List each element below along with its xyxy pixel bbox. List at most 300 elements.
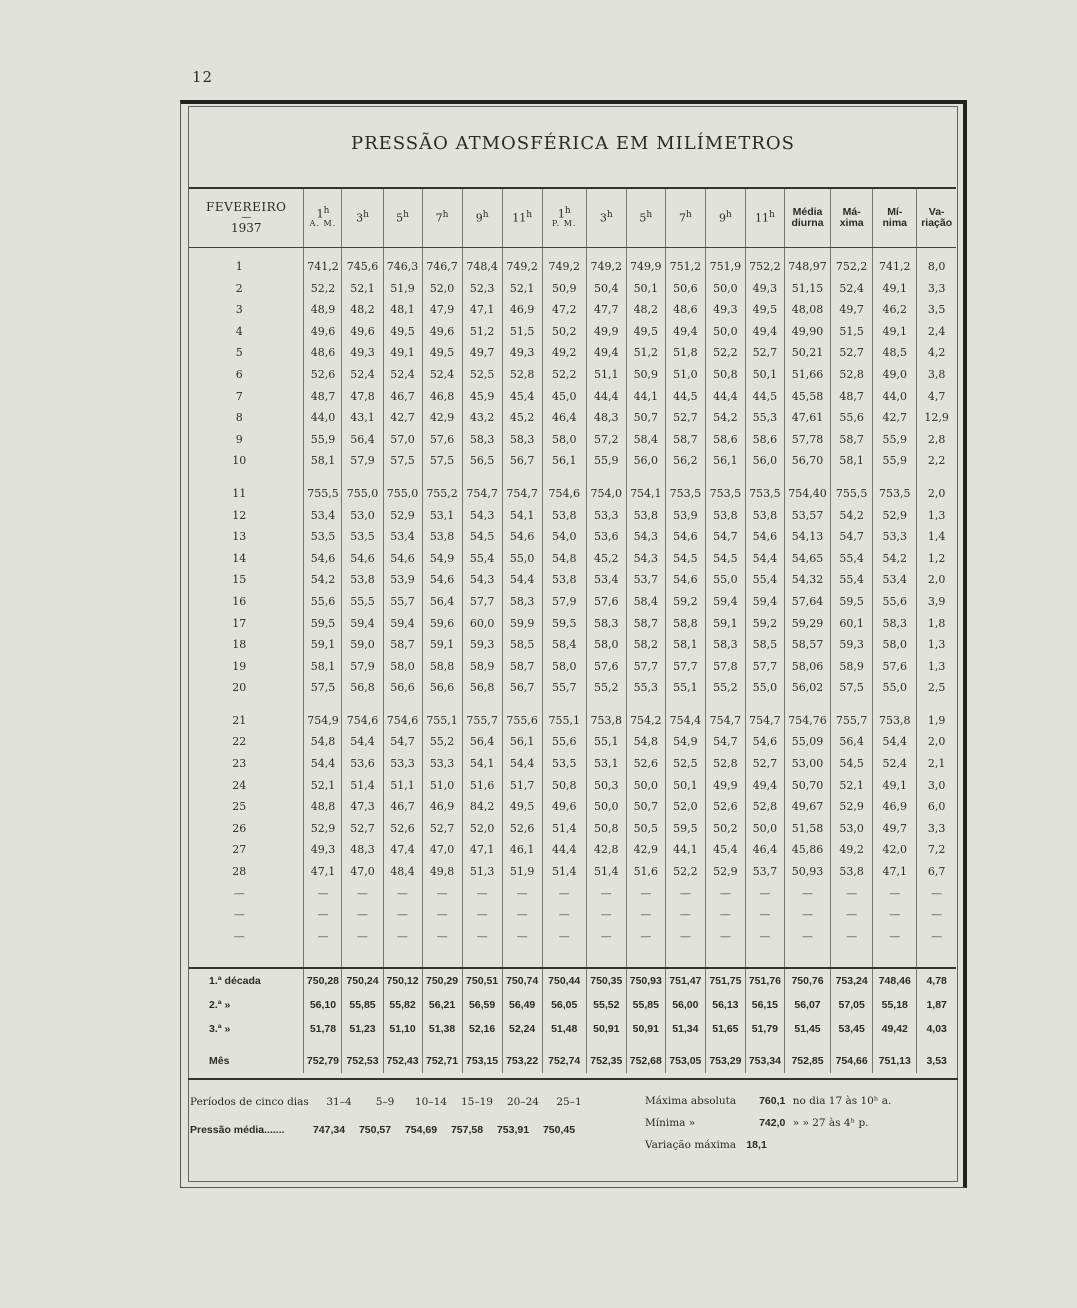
value-cell: 49,3 [304,839,342,861]
spacer-cell [189,1041,304,1049]
value-cell: 754,6 [542,483,586,505]
spacer-cell [917,472,956,483]
value-cell: 750,51 [462,968,502,993]
value-cell: 50,70 [784,775,830,797]
value-cell: 752,85 [784,1049,830,1073]
pressure-value: 754,69 [404,1124,438,1136]
value-cell: 58,5 [745,634,784,656]
value-cell: 753,15 [462,1049,502,1073]
value-cell: 57,7 [462,591,502,613]
day-row [189,342,956,364]
spacer-cell [422,947,462,968]
value-cell: 51,9 [383,278,422,300]
value-cell: 752,2 [745,256,784,278]
value-cell: 754,0 [586,483,626,505]
row-label-cell: 5 [235,346,243,360]
spacer-cell [784,699,830,710]
value-cell: 51,48 [542,1017,586,1041]
row-label-cell: — [233,929,245,943]
spacer-cell [705,947,745,968]
value-cell: — [917,904,956,926]
day-row [189,450,956,472]
value-cell: 58,57 [784,634,830,656]
value-cell: 55,09 [784,731,830,753]
value-cell: 57,6 [586,591,626,613]
value-cell: 52,9 [705,861,745,883]
value-cell: 52,6 [626,753,665,775]
value-cell: 44,0 [873,386,917,408]
value-cell: 55,9 [873,429,917,451]
value-cell: 59,3 [831,634,873,656]
value-cell: 49,7 [873,818,917,840]
value-cell: 55,0 [705,569,745,591]
value-cell: 55,0 [873,677,917,699]
value-cell: 52,2 [665,861,705,883]
value-cell: 54,2 [873,548,917,570]
value-cell: 52,8 [745,796,784,818]
value-cell: 753,05 [665,1049,705,1073]
value-cell: 51,5 [502,321,542,343]
spacer-cell [502,248,542,257]
value-cell: 50,1 [626,278,665,300]
value-cell: 59,2 [665,591,705,613]
value-cell: 754,9 [304,710,342,732]
spacer-cell [626,1041,665,1049]
value-cell: 48,9 [304,299,342,321]
value-cell: 52,1 [502,278,542,300]
row-label-cell: 10 [232,454,247,468]
value-cell: — [342,904,383,926]
value-cell: 755,6 [502,710,542,732]
value-cell: 51,78 [304,1017,342,1041]
value-cell: 55,9 [304,429,342,451]
value-cell: 58,1 [304,656,342,678]
value-cell: 54,4 [502,569,542,591]
value-cell: 44,4 [705,386,745,408]
hour-value: 11$^h$ [512,210,533,226]
am-label: A. M. [309,219,337,229]
value-cell: 3,8 [917,364,956,386]
value-cell: 51,2 [462,321,502,343]
value-cell: 46,7 [383,386,422,408]
spacer-cell [705,248,745,257]
value-cell: 48,5 [873,342,917,364]
value-cell: 44,5 [665,386,705,408]
value-cell: 55,5 [342,591,383,613]
value-cell: 6,7 [917,861,956,883]
value-cell: 56,4 [342,429,383,451]
value-cell: 3,3 [917,278,956,300]
period-value: 31–4 [326,1096,352,1108]
minima-line-1: Mí- [887,205,903,218]
value-cell: 49,3 [745,278,784,300]
value-cell: 4,03 [917,1017,956,1041]
value-cell: 58,3 [873,613,917,635]
value-cell: — [542,926,586,948]
value-cell: 50,2 [705,818,745,840]
value-cell: 752,79 [304,1049,342,1073]
value-cell: 46,1 [502,839,542,861]
value-cell: 49,3 [502,342,542,364]
value-cell: 51,15 [784,278,830,300]
value-cell: 6,0 [917,796,956,818]
value-cell: 49,6 [542,796,586,818]
value-cell: 51,45 [784,1017,830,1041]
value-cell: 49,7 [462,342,502,364]
value-cell: 53,8 [422,526,462,548]
row-label-cell: — [233,908,245,922]
value-cell: — [665,904,705,926]
value-cell: 57,5 [383,450,422,472]
value-cell: 45,0 [542,386,586,408]
row-label-cell: 4 [235,324,243,338]
value-cell: 57,5 [422,450,462,472]
value-cell: 53,5 [304,526,342,548]
value-cell: 54,7 [705,526,745,548]
hour-header [542,188,586,248]
value-cell: 47,9 [422,299,462,321]
value-cell: 48,7 [304,386,342,408]
value-cell: 55,82 [383,993,422,1017]
pressure-value: 747,34 [312,1124,346,1136]
value-cell: 52,8 [705,753,745,775]
value-cell: 50,0 [705,321,745,343]
value-cell: 53,3 [383,753,422,775]
value-cell: 51,0 [422,775,462,797]
value-cell: 1,3 [917,656,956,678]
value-cell: 57,0 [383,429,422,451]
value-cell: 55,85 [626,993,665,1017]
spacer-cell [304,472,342,483]
value-cell: 56,4 [422,591,462,613]
empty-day-row [189,883,956,905]
spacer-cell [705,1041,745,1049]
value-cell: 47,8 [342,386,383,408]
value-cell: 54,13 [784,526,830,548]
value-cell: 45,86 [784,839,830,861]
value-cell: — [383,883,422,905]
pressure-table-container [189,187,956,1073]
day-row [189,634,956,656]
value-cell: 53,6 [586,526,626,548]
decade-summary-row [189,993,956,1017]
value-cell: 47,1 [462,839,502,861]
row-label-cell: 3 [235,303,243,317]
value-cell: 58,9 [462,656,502,678]
value-cell: 50,4 [586,278,626,300]
value-cell: — [342,883,383,905]
value-cell: 50,6 [665,278,705,300]
value-cell: 745,6 [342,256,383,278]
value-cell: 44,4 [542,839,586,861]
day-row [189,775,956,797]
value-cell: 50,1 [665,775,705,797]
value-cell: 49,4 [665,321,705,343]
table-title: PRESSÃO ATMOSFÉRICA EM MILÍMETROS [350,133,796,154]
value-cell: 53,6 [342,753,383,775]
value-cell: 53,8 [745,505,784,527]
day-row [189,299,956,321]
value-cell: 53,9 [383,569,422,591]
value-cell: 752,71 [422,1049,462,1073]
value-cell: — [586,904,626,926]
value-cell: 50,0 [586,796,626,818]
value-cell: 56,15 [745,993,784,1017]
spacer-cell [542,1041,586,1049]
value-cell: 3,53 [917,1049,956,1073]
value-cell: — [705,883,745,905]
spacer-cell [542,248,586,257]
value-cell: 54,6 [502,526,542,548]
table-header-row [189,188,956,248]
value-cell: 52,7 [831,342,873,364]
row-label-cell: 20 [232,681,247,695]
value-cell: — [626,904,665,926]
value-cell: 755,7 [831,710,873,732]
value-cell: 56,05 [542,993,586,1017]
value-cell: 52,4 [873,753,917,775]
period-value: 5–9 [375,1096,395,1108]
value-cell: 1,9 [917,710,956,732]
row-label-cell: — [233,886,245,900]
hour-value: 5$^h$ [639,210,653,226]
value-cell: 56,21 [422,993,462,1017]
value-cell: 56,13 [705,993,745,1017]
value-cell: 53,7 [745,861,784,883]
value-cell: 55,6 [542,731,586,753]
spacer-row [189,1041,956,1049]
value-cell: 43,1 [342,407,383,429]
period-value: 15–19 [461,1096,493,1108]
value-cell: 57,7 [745,656,784,678]
value-cell: 754,1 [626,483,665,505]
value-cell: 54,4 [304,753,342,775]
value-cell: 749,9 [626,256,665,278]
spacer-cell [422,1041,462,1049]
value-cell: 58,4 [626,429,665,451]
value-cell: 748,46 [873,968,917,993]
media-line-1: Média [792,205,823,218]
value-cell: 54,6 [665,526,705,548]
value-cell: 752,53 [342,1049,383,1073]
value-cell: 754,40 [784,483,830,505]
spacer-cell [383,699,422,710]
hour-header [705,188,745,248]
value-cell: — [342,926,383,948]
value-cell: 45,4 [705,839,745,861]
spacer-cell [342,699,383,710]
value-cell: 53,8 [626,505,665,527]
value-cell: 54,5 [462,526,502,548]
row-label-cell: 27 [232,843,247,857]
value-cell: 58,1 [831,450,873,472]
day-row [189,656,956,678]
value-cell: 753,29 [705,1049,745,1073]
variacao-line-2: riação [921,217,953,229]
value-cell: — [542,904,586,926]
value-cell: 45,4 [502,386,542,408]
value-cell: 750,44 [542,968,586,993]
value-cell: 52,1 [304,775,342,797]
day-row [189,321,956,343]
pressure-value: 753,91 [496,1124,530,1136]
media-diurna-header [784,188,830,248]
var-line [645,1134,891,1156]
value-cell: 44,0 [304,407,342,429]
value-cell: 8,0 [917,256,956,278]
value-cell: 50,7 [626,407,665,429]
value-cell: — [784,883,830,905]
value-cell: 49,2 [831,839,873,861]
value-cell: 754,2 [626,710,665,732]
day-row [189,256,956,278]
value-cell: 55,3 [626,677,665,699]
value-cell: 50,5 [626,818,665,840]
spacer-cell [502,947,542,968]
spacer-cell [502,1041,542,1049]
value-cell: 48,7 [831,386,873,408]
value-cell: 741,2 [304,256,342,278]
row-label-cell: 14 [232,551,247,565]
value-cell: 55,2 [422,731,462,753]
value-cell: 754,6 [342,710,383,732]
value-cell: 753,5 [873,483,917,505]
value-cell: 746,7 [422,256,462,278]
value-cell: 49,90 [784,321,830,343]
page-number: 12 [192,68,214,86]
value-cell: 54,4 [342,731,383,753]
value-cell: 56,0 [745,450,784,472]
row-label-cell: 21 [232,713,247,727]
value-cell: 49,4 [745,321,784,343]
day-row [189,526,956,548]
spacer-cell [873,947,917,968]
value-cell: 754,7 [502,483,542,505]
pressure-value: 750,45 [542,1124,576,1136]
value-cell: 749,2 [542,256,586,278]
value-cell: 55,3 [745,407,784,429]
spacer-cell [462,947,502,968]
value-cell: 53,00 [784,753,830,775]
spacer-cell [462,699,502,710]
value-cell: 754,6 [383,710,422,732]
value-cell: — [502,883,542,905]
value-cell: — [304,883,342,905]
value-cell: 55,4 [831,548,873,570]
value-cell: 50,21 [784,342,830,364]
value-cell: 4,7 [917,386,956,408]
header-dash: — [241,212,252,223]
value-cell: 58,7 [626,613,665,635]
pressure-label: Pressão média....... [190,1124,285,1136]
value-cell: 51,4 [342,775,383,797]
value-cell: 58,7 [383,634,422,656]
day-row [189,505,956,527]
spacer-cell [745,699,784,710]
hour-header [586,188,626,248]
spacer-cell [705,472,745,483]
value-cell: 1,3 [917,634,956,656]
hour-header [502,188,542,248]
value-cell: 1,4 [917,526,956,548]
value-cell: 54,32 [784,569,830,591]
value-cell: 752,2 [831,256,873,278]
value-cell: — [586,883,626,905]
spacer-cell [831,947,873,968]
value-cell: 753,8 [873,710,917,732]
value-cell: 51,66 [784,364,830,386]
value-cell: 56,5 [462,450,502,472]
value-cell: 54,8 [626,731,665,753]
value-cell: 754,66 [831,1049,873,1073]
value-cell: 49,1 [873,775,917,797]
value-cell: — [304,926,342,948]
value-cell: 52,7 [422,818,462,840]
value-cell: 53,3 [422,753,462,775]
row-label-cell: 8 [235,411,243,425]
value-cell: 56,10 [304,993,342,1017]
value-cell: 46,4 [542,407,586,429]
max-note: no dia 17 às 10ʰ a. [792,1095,892,1107]
value-cell: 748,97 [784,256,830,278]
maxima-line-1: Má- [842,205,861,218]
value-cell: 52,1 [342,278,383,300]
value-cell: 54,3 [626,548,665,570]
spacer-cell [705,699,745,710]
value-cell: 54,6 [745,526,784,548]
spacer-cell [626,947,665,968]
var-label: Variação máxima [645,1139,737,1151]
spacer-cell [917,699,956,710]
value-cell: 58,9 [831,656,873,678]
value-cell: 51,2 [626,342,665,364]
value-cell: 52,5 [462,364,502,386]
hour-value: 9$^h$ [475,210,489,226]
value-cell: 51,4 [542,861,586,883]
value-cell: 50,8 [586,818,626,840]
spacer-cell [873,248,917,257]
hour-value: 1$^h$ [316,206,330,221]
value-cell: 56,2 [665,450,705,472]
value-cell: 44,1 [665,839,705,861]
spacer-cell [873,1041,917,1049]
spacer-cell [383,1041,422,1049]
value-cell: 3,9 [917,591,956,613]
value-cell: 49,6 [342,321,383,343]
value-cell: 751,47 [665,968,705,993]
value-cell: 52,16 [462,1017,502,1041]
value-cell: 51,8 [665,342,705,364]
spacer-cell [873,472,917,483]
value-cell: — [502,926,542,948]
spacer-cell [189,248,304,257]
value-cell: 50,9 [626,364,665,386]
value-cell: 46,4 [745,839,784,861]
value-cell: 2,4 [917,321,956,343]
value-cell: 51,4 [586,861,626,883]
value-cell: 57,7 [665,656,705,678]
value-cell: 1,3 [917,505,956,527]
spacer-cell [462,472,502,483]
hour-header [462,188,502,248]
value-cell: 55,1 [665,677,705,699]
spacer-cell [831,472,873,483]
value-cell: 54,2 [831,505,873,527]
value-cell: 52,4 [342,364,383,386]
spacer-cell [784,472,830,483]
value-cell: 46,2 [873,299,917,321]
value-cell: 52,6 [304,364,342,386]
